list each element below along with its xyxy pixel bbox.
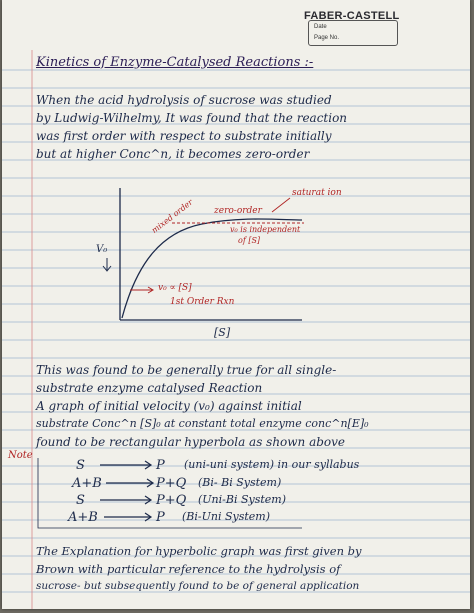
graph-x-label: [S] [214,326,231,339]
reaction-arrows [100,461,153,521]
mech-3-lhs: S [76,493,85,508]
brand-logo: FABER-CASTELL [304,10,400,22]
date-page-box [308,20,398,46]
page-title: Kinetics of Enzyme-Catalysed Reactions :- [36,55,314,70]
saturation-pointer [272,198,290,212]
page-number-label: Page No. [314,35,340,41]
mech-1-lhs: S [76,458,85,473]
saturation-label: saturat ion [292,188,342,198]
note-label: Note [8,450,33,461]
mech-4-lhs: A+B [68,510,98,525]
mech-2-desc: (Bi- Bi System) [198,476,282,489]
mech-2-lhs: A+B [72,476,102,491]
mech-1-desc: (uni-uni system) in our syllabus [184,458,360,471]
para3-line-1: The Explanation for hyperbolic graph was first given by [36,544,362,558]
graph-y-label: V₀ [96,244,108,255]
y-label-arrow [103,258,111,271]
para2-line-3: A graph of initial velocity (v₀) against initial [36,399,302,413]
para2-line-5: found to be rectangular hyperbola as shown above [36,435,346,449]
independent-label-1: v₀ is independent [230,225,301,234]
para1-line-1: When the acid hydrolysis of sucrose was studied [36,93,332,107]
mech-2-rhs: P+Q [156,476,187,491]
para2-line-2: substrate enzyme catalysed Reaction [36,381,263,395]
mech-4-rhs: P [156,510,165,525]
mech-1-rhs: P [156,458,165,473]
mech-4-desc: (Bi-Uni System) [182,510,271,523]
para2-line-4: substrate Conc^n [S]₀ at constant total enzyme conc^n[E]₀ [36,417,369,430]
notebook-page [2,0,470,609]
independent-label-2: of [S] [238,236,261,245]
mech-3-desc: (Uni-Bi System) [198,493,287,506]
date-label: Date [314,24,327,30]
first-order-label: 1st Order Rxn [170,297,235,307]
para1-line-4: but at higher Conc^n, it becomes zero-order [36,147,310,161]
para1-line-3: was first order with respect to substrate initially [36,129,332,143]
mixed-order-label: mixed order [150,197,195,236]
first-order-proportional-label: v₀ ∝ [S] [158,283,192,293]
mech-3-rhs: P+Q [156,493,187,508]
para1-line-2: by Ludwig-Wilhelmy, It was found that the reaction [36,111,348,125]
zero-order-label: zero-order [214,206,262,216]
para3-line-2: Brown with particular reference to the hydrolysis of [36,562,341,576]
para3-line-3: sucrose- but subsequently found to be of general application [36,580,360,592]
para2-line-1: This was found to be generally true for all single- [36,363,337,377]
